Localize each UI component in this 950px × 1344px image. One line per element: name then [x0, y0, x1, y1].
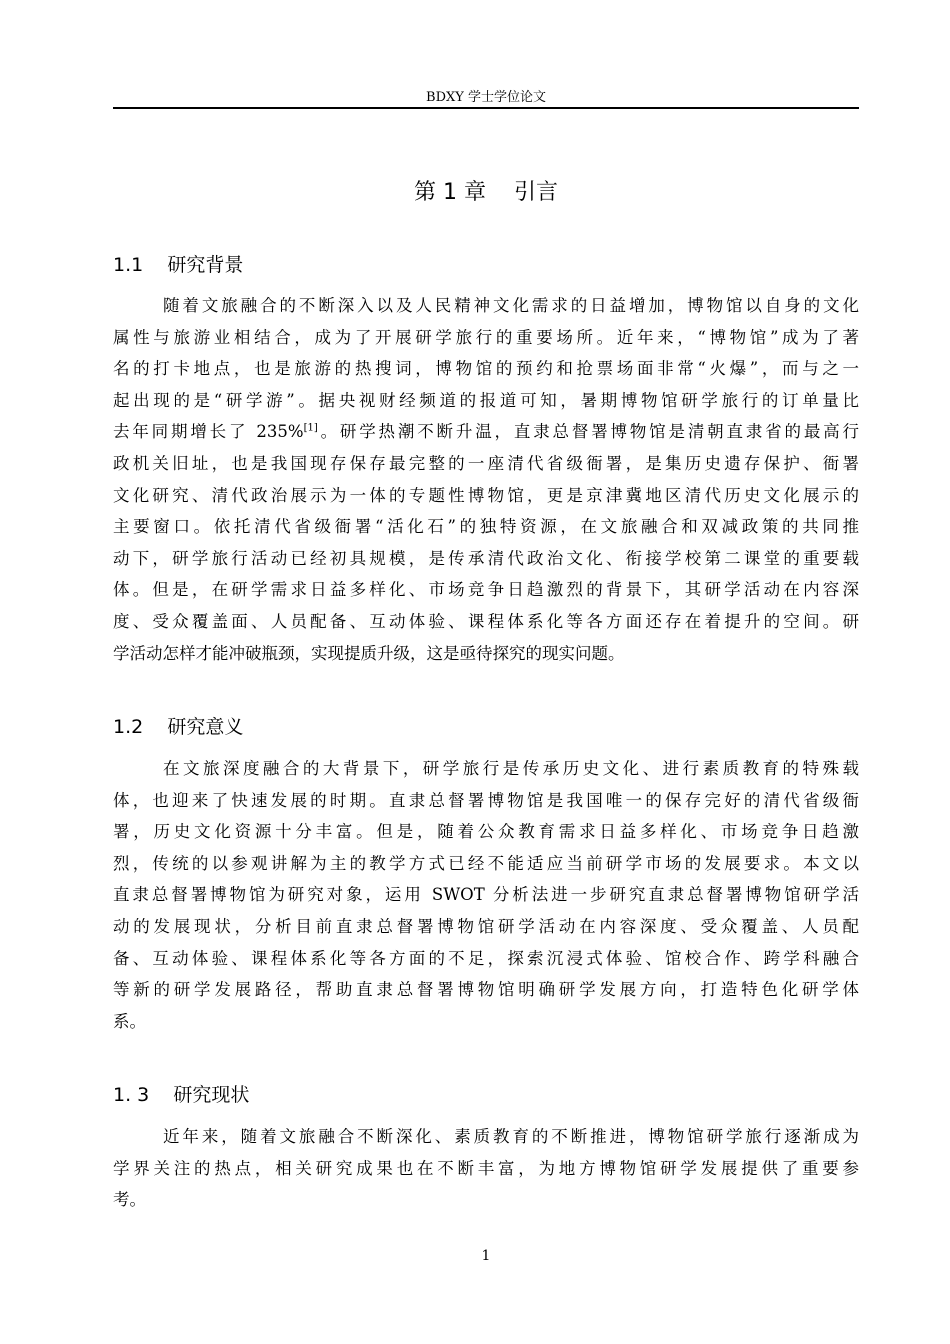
text-line: 体。但是，在研学需求日益多样化、市场竞争日趋激烈的背景下，其研学活动在内容深 [113, 580, 859, 600]
chapter-title: 第 1 章 引言 [414, 180, 558, 205]
paragraph-significance [113, 753, 859, 1037]
text-line: 动的发展现状，分析目前直隶总督署博物馆研学活动在内容深度、受众覆盖、人员配 [113, 916, 859, 936]
text-segment: 。研学热潮不断升温，直隶总督署博物馆是清朝直隶省的最高行 [317, 422, 859, 442]
section-heading-status: 1. 3 研究现状 [113, 1084, 250, 1106]
text-line: 度、受众覆盖面、人员配备、互动体验、课程体系化等各方面还存在着提升的空间。研 [113, 611, 859, 631]
text-segment: 去年同期增长了 235% [113, 422, 304, 442]
text-line: 备、互动体验、课程体系化等各方面的不足，探索沉浸式体验、馆校合作、跨学科融合 [113, 948, 859, 968]
text-line: 主要窗口。依托清代省级衙署“活化石”的独特资源，在文旅融合和双减政策的共同推 [113, 517, 859, 537]
header-rule [113, 107, 859, 109]
text-line: 体，也迎来了快速发展的时期。直隶总督署博物馆是我国唯一的保存完好的清代省级衙 [113, 790, 859, 810]
text-line: 近年来，随着文旅融合不断深化、素质教育的不断推进，博物馆研学旅行逐渐成为 [163, 1127, 859, 1146]
text-line: 政机关旧址，也是我国现存保存最完整的一座清代省级衙署，是集历史遗存保护、衙署 [113, 453, 859, 473]
text-line: 文化研究、清代政治展示为一体的专题性博物馆，更是京津冀地区清代历史文化展示的 [113, 485, 859, 505]
text-line: 属性与旅游业相结合，成为了开展研学旅行的重要场所。近年来，“博物馆”成为了著 [113, 327, 859, 347]
text-line: 等新的研学发展路径，帮助直隶总督署博物馆明确研学发展方向，打造特色化研学体 [113, 980, 859, 1000]
text-line: 系。 [113, 1011, 146, 1031]
section-heading-background: 1.1 研究背景 [113, 254, 244, 276]
citation-marker: [1] [303, 422, 318, 434]
running-header: BDXY 学士学位论文 [426, 90, 546, 105]
page-number: 1 [481, 1248, 491, 1264]
text-line: 直隶总督署博物馆为研究对象，运用 SWOT 分析法进一步研究直隶总督署博物馆研学活 [113, 885, 859, 905]
text-line: 署，历史文化资源十分丰富。但是，随着公众教育需求日益多样化、市场竞争日趋激 [113, 822, 859, 842]
section-heading-significance: 1.2 研究意义 [113, 716, 244, 738]
text-line: 在文旅深度融合的大背景下，研学旅行是传承历史文化、进行素质教育的特殊载 [163, 759, 859, 778]
text-line: 起出现的是“研学游”。据央视财经频道的报道可知，暑期博物馆研学旅行的订单量比 [113, 390, 859, 410]
text-line: 学活动怎样才能冲破瓶颈，实现提质升级，这是亟待探究的现实问题。 [113, 643, 625, 663]
text-line: 烈，传统的以参观讲解为主的教学方式已经不能适应当前研学市场的发展要求。本文以 [113, 853, 859, 873]
text-line: 随着文旅融合的不断深入以及人民精神文化需求的日益增加，博物馆以自身的文化 [163, 296, 859, 315]
text-line: 考。 [113, 1190, 146, 1210]
text-line: 名的打卡地点，也是旅游的热搜词，博物馆的预约和抢票场面非常“火爆”，而与之一 [113, 359, 859, 379]
paragraph-background [113, 290, 859, 669]
paragraph-status [113, 1121, 859, 1216]
text-line: 学界关注的热点，相关研究成果也在不断丰富，为地方博物馆研学发展提供了重要参 [113, 1158, 859, 1178]
text-line: 动下，研学旅行活动已经初具规模，是传承清代政治文化、衔接学校第二课堂的重要载 [113, 548, 859, 568]
text-line-with-citation [113, 416, 859, 448]
